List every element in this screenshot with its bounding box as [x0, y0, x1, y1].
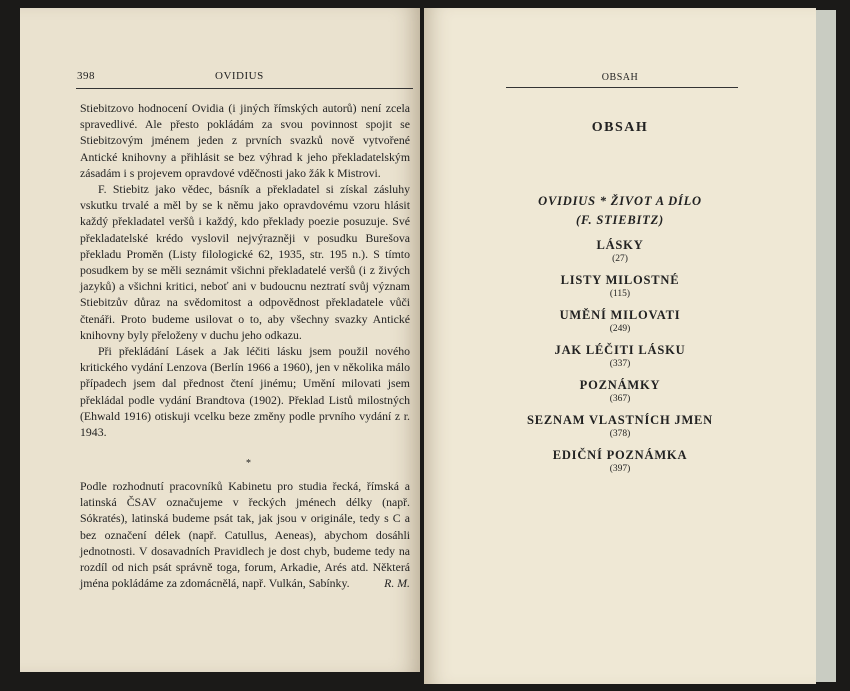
header-rule-right: [506, 87, 738, 88]
book-cover-edge: [816, 10, 836, 682]
toc-entry-title: UMĚNÍ MILOVATI: [559, 308, 681, 322]
toc-entry[interactable]: [424, 448, 816, 474]
right-page: [424, 8, 816, 684]
section-heading: OVIDIUS * ŽIVOT A DÍLO: [538, 194, 702, 208]
running-head-left: OVIDIUS: [215, 70, 264, 82]
toc-entry-page: (367): [609, 394, 631, 404]
section-author: (F. STIEBITZ): [576, 213, 664, 227]
toc-title: OBSAH: [591, 120, 649, 135]
running-head-right: OBSAH: [601, 72, 639, 83]
toc-entry[interactable]: [424, 308, 816, 334]
toc-entry-page: (115): [609, 289, 631, 299]
toc-entry-title: JAK LÉČITI LÁSKU: [554, 343, 686, 357]
note-text: Podle rozhodnutí pracovníků Kabinetu pro studia řecká, římská a latinská ČSAV označujeme v řeckých jménech délky (např. Sókratés), latinská budeme psát tak, jak jsou v originále, tedy s C a bez označení délek (např. Catullus, Aeneas), abychom dosáhli jednotnosti. V dosavadních Pravidlech je dost chyb, budeme tedy na rozdíl od nich psát správně toga, forum, Arkadie, Arés atd. Některá jména pokládáme za zdomácnělá, např. Vulkán, Sabínky.: [80, 479, 410, 591]
toc-entry[interactable]: [424, 238, 816, 264]
toc-entry-page: (249): [609, 324, 631, 334]
toc-entry-title: POZNÁMKY: [579, 378, 661, 392]
toc-entry-page: (397): [609, 464, 631, 474]
main-text: [80, 100, 410, 440]
section-separator: *: [246, 458, 251, 469]
editorial-note: [80, 478, 410, 591]
toc-entry-title: LISTY MILOSTNÉ: [560, 273, 680, 287]
toc-entry-page: (337): [609, 359, 631, 369]
toc-entry[interactable]: [424, 273, 816, 299]
left-page: [20, 8, 420, 672]
toc-entry-title: LÁSKY: [596, 238, 644, 252]
toc-entry-page: (378): [609, 429, 631, 439]
page-number: 398: [77, 70, 95, 82]
toc-entry[interactable]: [424, 378, 816, 404]
header-rule-left: [76, 88, 413, 89]
signature: R. M.: [384, 576, 410, 591]
paragraph-2: F. Stiebitz jako vědec, básník a překladatel si získal zásluhy vskutku trvalé a měl by se k němu jako opravdovému vzoru hlásit každý překladatel veršů i každý, kdo překlady poezie posuzuje. Své překladatelské krédo vyslovil nejvýrazněji v posudku Burešova překladu Proměn (Listy filologické 62, 1935, str. 195 n.). S tímto posudkem by se měli seznámit všichni překladatelé veršů (i z živých jazyků) a všichni kritici, neboť ani v budoucnu neztratí svůj význam Stiebitzův důraz na svědomitost a odpovědnost překladatele vůči čtenáři. Proto budeme usilovat o to, aby všechny svazky Antické knihovny byly přeloženy v duchu jeho odkazu.: [80, 182, 410, 342]
toc-entry-title: SEZNAM VLASTNÍCH JMEN: [526, 413, 714, 427]
table-of-contents: [424, 194, 816, 483]
paragraph-3: Při překládání Lásek a Jak léčiti lásku jsem použil nového kritického vydání Lenzova (Berlín 1966 a 1960), jen v několika málo případech jsem dal přednost čtení jinému; Umění milovati jsem překládal podle vydání Brandtova (1902). Překlad Listů milostných (Ehwald 1916) otiskuji vcelku beze změny podle prvního vydání z r. 1943.: [80, 344, 410, 440]
paragraph-1: Stiebitzovo hodnocení Ovidia (i jiných římských autorů) není zcela spravedlivé. Ale přesto pokládám za svou povinnost spojit se Stiebitzovým jménem jeden z prvních svazků nově vytvořené Antické knihovny a přihlásit se bez výhrad k jeho překladatelským zásadám i s projevem opravdové vděčnosti jako žák k Mistrovi.: [80, 101, 410, 180]
toc-entry-title: EDIČNÍ POZNÁMKA: [552, 448, 688, 462]
toc-entry[interactable]: [424, 413, 816, 439]
toc-entry-page: (27): [612, 254, 628, 264]
toc-entry[interactable]: [424, 343, 816, 369]
